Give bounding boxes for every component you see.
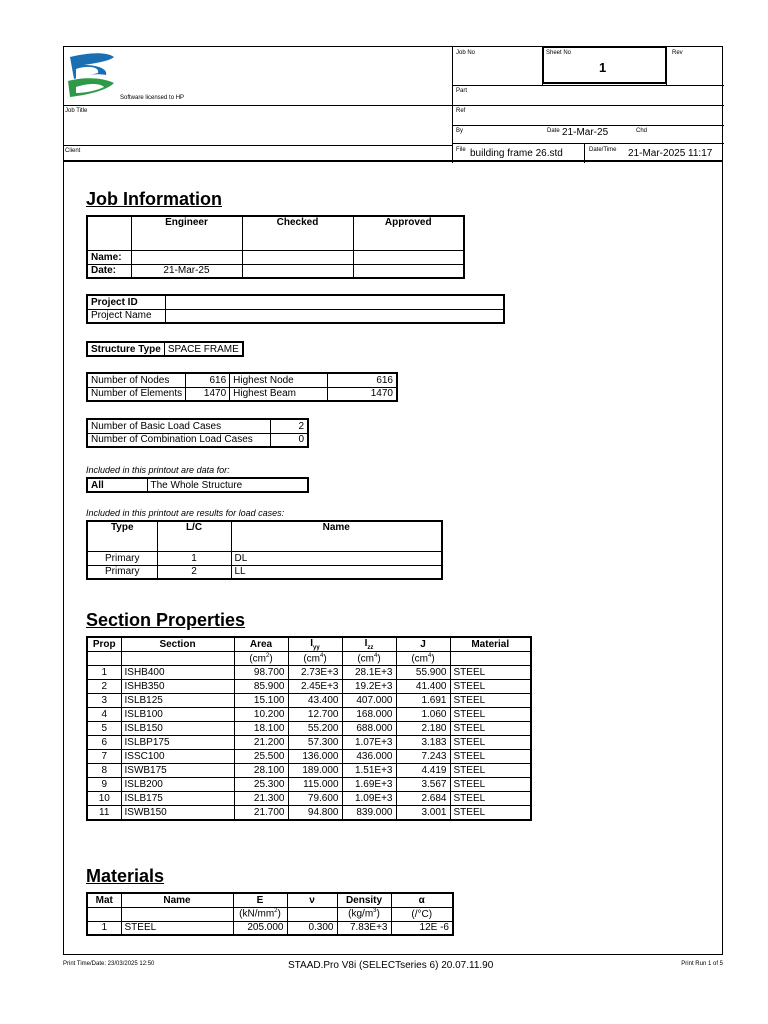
- density-header: Density: [337, 893, 391, 907]
- section-material-cell: STEEL: [450, 750, 531, 764]
- date-label: Date: [547, 128, 560, 134]
- license-text: Software licensed to HP: [120, 95, 185, 101]
- project-name-label: Project Name: [87, 309, 165, 323]
- section-prop-cell: 1: [87, 666, 121, 680]
- signoff-table: [86, 215, 465, 279]
- print-time: Print Time/Date: 23/03/2025 12:50: [63, 961, 155, 967]
- material-name-cell: STEEL: [121, 921, 233, 935]
- included-results-note: Included in this printout are results for load cases:: [86, 508, 285, 518]
- file-value: building frame 26.std: [470, 148, 563, 159]
- nu-header: ν: [287, 893, 337, 907]
- table-row: [87, 921, 453, 935]
- part-label: Part: [456, 88, 468, 94]
- basic-lc-label: Number of Basic Load Cases: [87, 419, 270, 433]
- table-row: [87, 666, 531, 680]
- combo-lc-value: 0: [270, 433, 308, 447]
- included-data-note: Included in this printout are data for:: [86, 465, 230, 475]
- section-area-cell: 21.300: [234, 792, 288, 806]
- rev-label: Rev: [672, 50, 683, 56]
- section-iyy-cell: 136.000: [288, 750, 342, 764]
- alpha-header: α: [391, 893, 453, 907]
- table-row: [87, 722, 531, 736]
- table-row: [87, 778, 531, 792]
- datetime-label: Date/Time: [589, 147, 617, 153]
- section-material-cell: STEEL: [450, 764, 531, 778]
- section-j-cell: 3.001: [396, 806, 450, 820]
- date-row-label: Date:: [87, 264, 131, 278]
- section-j-cell: 41.400: [396, 680, 450, 694]
- section-area-cell: 18.100: [234, 722, 288, 736]
- structure-type-table: [86, 341, 244, 357]
- table-row: [87, 708, 531, 722]
- structure-type-label: Structure Type: [87, 342, 164, 356]
- table-row: [87, 680, 531, 694]
- mat-header: Mat: [87, 893, 121, 907]
- section-area-cell: 98.700: [234, 666, 288, 680]
- section-j-cell: 1.691: [396, 694, 450, 708]
- material-alpha-cell: 12E -6: [391, 921, 453, 935]
- lc-number: 2: [157, 565, 231, 579]
- section-iyy-cell: 43.400: [288, 694, 342, 708]
- project-table: [86, 294, 505, 324]
- basic-lc-value: 2: [270, 419, 308, 433]
- counts-table: [86, 372, 398, 402]
- report-header: [63, 46, 723, 162]
- section-j-cell: 55.900: [396, 666, 450, 680]
- material-header: Material: [450, 637, 531, 652]
- section-section-cell: ISWB175: [121, 764, 234, 778]
- load-case-count-table: [86, 418, 309, 448]
- section-j-cell: 3.183: [396, 736, 450, 750]
- section-izz-cell: 1.51E+3: [342, 764, 396, 778]
- by-label: By: [456, 128, 464, 134]
- section-j-cell: 4.419: [396, 764, 450, 778]
- section-material-cell: STEEL: [450, 680, 531, 694]
- nodes-value: 616: [186, 373, 230, 387]
- section-material-cell: STEEL: [450, 722, 531, 736]
- engineer-date: 21-Mar-25: [131, 264, 242, 278]
- materials-table: [86, 892, 454, 936]
- izz-header: $I_{zz}$: [342, 637, 396, 652]
- elements-label: Number of Elements: [87, 387, 186, 401]
- program-version: STAAD.Pro V8i (SELECTseries 6) 20.07.11.90: [288, 960, 494, 971]
- prop-header: Prop: [87, 637, 121, 652]
- lc-type: Primary: [87, 551, 157, 565]
- section-j-cell: 1.060: [396, 708, 450, 722]
- section-prop-cell: 5: [87, 722, 121, 736]
- section-prop-cell: 3: [87, 694, 121, 708]
- combo-lc-label: Number of Combination Load Cases: [87, 433, 270, 447]
- section-prop-cell: 9: [87, 778, 121, 792]
- table-row: [87, 565, 442, 579]
- section-izz-cell: 1.07E+3: [342, 736, 396, 750]
- elements-value: 1470: [186, 387, 230, 401]
- section-section-cell: ISLB175: [121, 792, 234, 806]
- date-value: 21-Mar-25: [562, 127, 609, 138]
- section-iyy-cell: 189.000: [288, 764, 342, 778]
- datetime-value: 21-Mar-2025 11:17: [628, 148, 713, 159]
- section-section-cell: ISLB150: [121, 722, 234, 736]
- checked-header: Checked: [242, 216, 353, 250]
- density-unit: $(kg/m^3)$: [337, 907, 391, 921]
- section-iyy-cell: 115.000: [288, 778, 342, 792]
- section-iyy-cell: 2.73E+3: [288, 666, 342, 680]
- section-izz-cell: 407.000: [342, 694, 396, 708]
- j-unit: $(cm^4)$: [396, 652, 450, 666]
- section-iyy-cell: 55.200: [288, 722, 342, 736]
- section-prop-cell: 7: [87, 750, 121, 764]
- highest-beam-label: Highest Beam: [230, 387, 328, 401]
- approved-header: Approved: [353, 216, 464, 250]
- project-id-label: Project ID: [87, 295, 165, 309]
- included-data-table: [86, 477, 309, 493]
- section-iyy-cell: 94.800: [288, 806, 342, 820]
- name-row-label: Name:: [87, 250, 131, 264]
- print-run: Print Run 1 of 5: [681, 961, 723, 967]
- material-mat-cell: 1: [87, 921, 121, 935]
- all-label: All: [87, 478, 147, 492]
- section-izz-cell: 436.000: [342, 750, 396, 764]
- section-prop-cell: 4: [87, 708, 121, 722]
- table-row: [87, 764, 531, 778]
- alpha-unit: (/°C): [391, 907, 453, 921]
- client-label: Client: [65, 148, 81, 154]
- section-area-cell: 25.500: [234, 750, 288, 764]
- section-iyy-cell: 2.45E+3: [288, 680, 342, 694]
- section-izz-cell: 19.2E+3: [342, 680, 396, 694]
- section-section-cell: ISLB200: [121, 778, 234, 792]
- lc-name-header: Name: [231, 521, 442, 551]
- table-row: [87, 551, 442, 565]
- area-header: Area: [234, 637, 288, 652]
- j-header: J: [396, 637, 450, 652]
- section-properties-table: [86, 636, 532, 821]
- section-j-cell: 3.567: [396, 778, 450, 792]
- lc-number-header: L/C: [157, 521, 231, 551]
- section-material-cell: STEEL: [450, 806, 531, 820]
- section-j-cell: 2.180: [396, 722, 450, 736]
- section-section-cell: ISLB100: [121, 708, 234, 722]
- section-prop-cell: 11: [87, 806, 121, 820]
- table-row: [87, 792, 531, 806]
- load-cases-table: [86, 520, 443, 580]
- table-row: [87, 694, 531, 708]
- material-nu-cell: 0.300: [287, 921, 337, 935]
- highest-beam-value: 1470: [328, 387, 397, 401]
- section-j-cell: 2.684: [396, 792, 450, 806]
- section-iyy-cell: 57.300: [288, 736, 342, 750]
- job-no-label: Job No: [456, 50, 476, 56]
- table-row: [87, 736, 531, 750]
- section-section-cell: ISSC100: [121, 750, 234, 764]
- table-row: [87, 806, 531, 820]
- section-iyy-cell: 12.700: [288, 708, 342, 722]
- section-j-cell: 7.243: [396, 750, 450, 764]
- section-material-cell: STEEL: [450, 708, 531, 722]
- sheet-no-value: 1: [599, 60, 607, 75]
- table-row: [87, 750, 531, 764]
- mat-name-header: Name: [121, 893, 233, 907]
- chd-label: Chd: [636, 128, 648, 134]
- section-area-cell: 28.100: [234, 764, 288, 778]
- section-material-cell: STEEL: [450, 666, 531, 680]
- section-area-cell: 21.200: [234, 736, 288, 750]
- sheet-no-label: Sheet No: [546, 50, 572, 56]
- section-izz-cell: 688.000: [342, 722, 396, 736]
- section-iyy-cell: 79.600: [288, 792, 342, 806]
- section-izz-cell: 1.69E+3: [342, 778, 396, 792]
- ref-label: Ref: [456, 108, 466, 114]
- section-prop-cell: 8: [87, 764, 121, 778]
- material-density-cell: 7.83E+3: [337, 921, 391, 935]
- material-e-cell: 205.000: [233, 921, 287, 935]
- lc-type: Primary: [87, 565, 157, 579]
- section-prop-cell: 6: [87, 736, 121, 750]
- section-area-cell: 85.900: [234, 680, 288, 694]
- job-title-label: Job Title: [65, 108, 88, 114]
- section-material-cell: STEEL: [450, 778, 531, 792]
- section-material-cell: STEEL: [450, 736, 531, 750]
- area-unit: $(cm^2)$: [234, 652, 288, 666]
- iyy-unit: $(cm^4)$: [288, 652, 342, 666]
- section-prop-cell: 10: [87, 792, 121, 806]
- izz-unit: $(cm^4)$: [342, 652, 396, 666]
- highest-node-value: 616: [328, 373, 397, 387]
- section-section-cell: ISHB400: [121, 666, 234, 680]
- e-header: E: [233, 893, 287, 907]
- section-area-cell: 21.700: [234, 806, 288, 820]
- materials-title: Materials: [86, 866, 165, 886]
- section-section-cell: ISLB125: [121, 694, 234, 708]
- highest-node-label: Highest Node: [230, 373, 328, 387]
- section-header: Section: [121, 637, 234, 652]
- section-area-cell: 10.200: [234, 708, 288, 722]
- section-area-cell: 15.100: [234, 694, 288, 708]
- job-information-title: Job Information: [86, 189, 222, 209]
- lc-name: DL: [231, 551, 442, 565]
- structure-type-value: SPACE FRAME: [164, 342, 242, 356]
- all-value: The Whole Structure: [147, 478, 308, 492]
- section-section-cell: ISWB150: [121, 806, 234, 820]
- section-properties-title: Section Properties: [86, 610, 246, 630]
- engineer-header: Engineer: [131, 216, 242, 250]
- section-section-cell: ISHB350: [121, 680, 234, 694]
- section-prop-cell: 2: [87, 680, 121, 694]
- section-izz-cell: 839.000: [342, 806, 396, 820]
- section-izz-cell: 168.000: [342, 708, 396, 722]
- lc-number: 1: [157, 551, 231, 565]
- section-area-cell: 25.300: [234, 778, 288, 792]
- section-section-cell: ISLBP175: [121, 736, 234, 750]
- section-izz-cell: 28.1E+3: [342, 666, 396, 680]
- file-label: File: [456, 147, 466, 153]
- section-material-cell: STEEL: [450, 694, 531, 708]
- iyy-header: $I_{yy}$: [288, 637, 342, 652]
- lc-type-header: Type: [87, 521, 157, 551]
- bentley-logo-icon: [66, 51, 118, 99]
- e-unit: $(kN/mm^2)$: [233, 907, 287, 921]
- section-material-cell: STEEL: [450, 792, 531, 806]
- lc-name: LL: [231, 565, 442, 579]
- nodes-label: Number of Nodes: [87, 373, 186, 387]
- section-izz-cell: 1.09E+3: [342, 792, 396, 806]
